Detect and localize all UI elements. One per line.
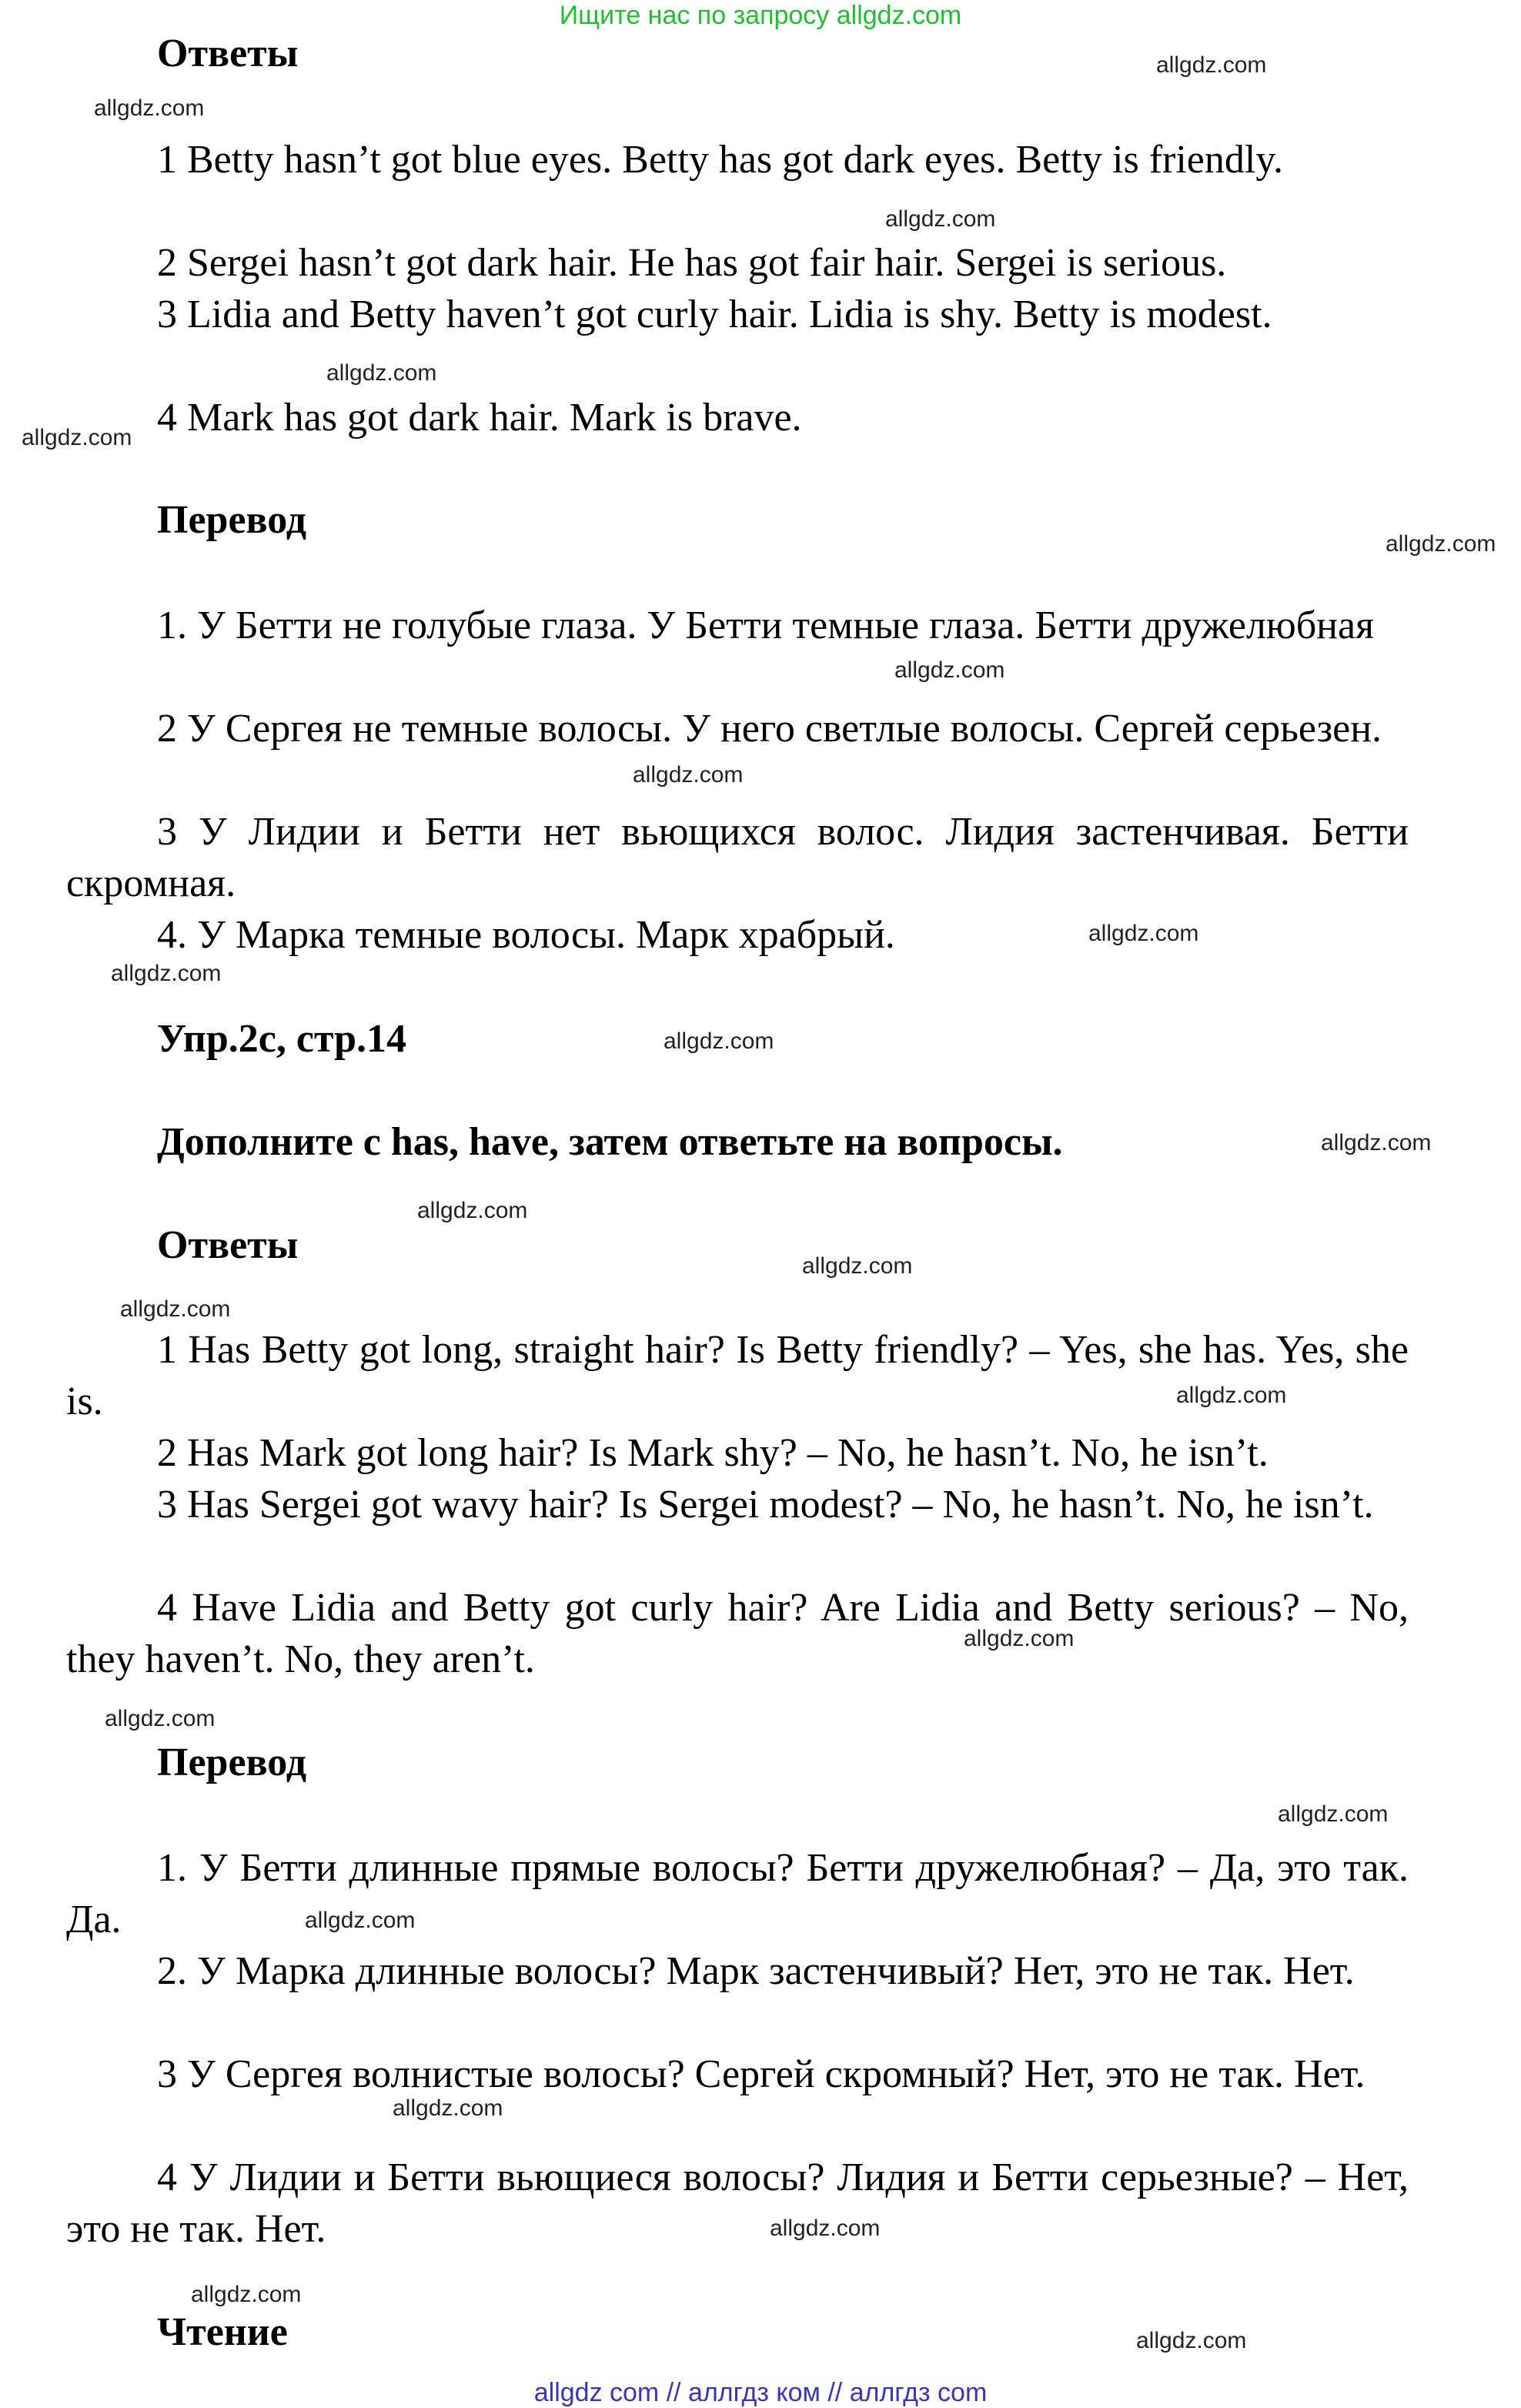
reading-heading: Чтение <box>157 2310 288 2354</box>
answer-2-4: 4 Have Lidia and Betty got curly hair? Are Lidia and Betty serious? – No, they haven’t. No, they aren’t. <box>66 1586 1409 1681</box>
translation-1-3: 3 У Лидии и Бетти нет вьющихся волос. Лидия застенчивая. Бетти скромная. <box>66 810 1409 905</box>
watermark: allgdz.com <box>1176 1383 1287 1408</box>
watermark: allgdz.com <box>1136 2328 1247 2353</box>
translation-2-2: 2. У Марка длинные волосы? Марк застенчивый? Нет, это не так. Нет. <box>157 1949 1355 1993</box>
answer-1-4: 4 Mark has got dark hair. Mark is brave. <box>157 396 802 440</box>
watermark: allgdz.com <box>964 1626 1075 1651</box>
answer-1-3: 3 Lidia and Betty haven’t got curly hair. Lidia is shy. Betty is modest. <box>157 293 1272 336</box>
watermark: allgdz.com <box>22 425 132 450</box>
watermark: allgdz.com <box>417 1198 528 1223</box>
watermark: allgdz.com <box>1321 1130 1432 1156</box>
answer-2-2: 2 Has Mark got long hair? Is Mark shy? – No, he hasn’t. No, he isn’t. <box>157 1431 1269 1475</box>
translation-2-4: 4 У Лидии и Бетти вьющиеся волосы? Лидия и Бетти серьезные? – Нет, это не так. Нет. <box>66 2155 1409 2251</box>
answer-1-2: 2 Sergei hasn’t got dark hair. He has got fair hair. Sergei is serious. <box>157 241 1227 285</box>
answer-1-1: 1 Betty hasn’t got blue eyes. Betty has got dark eyes. Betty is friendly. <box>157 138 1283 182</box>
translation-heading-2: Перевод <box>157 1741 307 1784</box>
answer-2-1: 1 Has Betty got long, straight hair? Is Betty friendly? – Yes, she has. Yes, she is. <box>66 1328 1409 1423</box>
watermark: allgdz.com <box>802 1253 913 1279</box>
exercise-title: Упр.2c, стр.14 <box>157 1017 407 1061</box>
watermark: allgdz.com <box>1278 1801 1389 1827</box>
watermark: allgdz.com <box>105 1706 216 1731</box>
watermark: allgdz.com <box>1156 52 1267 78</box>
bottom-banner[interactable]: allgdz com // аллгдз ком // аллгдз com <box>533 2378 988 2407</box>
answers-heading-1: Ответы <box>157 32 299 75</box>
translation-2-3: 3 У Сергея волнистые волосы? Сергей скромный? Нет, это не так. Нет. <box>157 2052 1366 2096</box>
watermark: allgdz.com <box>326 360 437 386</box>
answer-2-3: 3 Has Sergei got wavy hair? Is Sergei modest? – No, he hasn’t. No, he isn’t. <box>157 1483 1374 1527</box>
translation-2-1: 1. У Бетти длинные прямые волосы? Бетти дружелюбная? – Да, это так. Да. <box>66 1846 1409 1941</box>
watermark: allgdz.com <box>885 206 996 232</box>
watermark: allgdz.com <box>664 1028 774 1054</box>
watermark: allgdz.com <box>305 1908 416 1933</box>
answers-heading-2: Ответы <box>157 1223 299 1267</box>
watermark: allgdz.com <box>94 95 205 121</box>
watermark: allgdz.com <box>894 657 1005 683</box>
watermark: allgdz.com <box>1386 531 1496 557</box>
watermark: allgdz.com <box>1088 921 1199 946</box>
watermark: allgdz.com <box>770 2216 881 2241</box>
watermark: allgdz.com <box>120 1296 231 1322</box>
top-banner[interactable]: Ищите нас по запросу allgdz.com <box>559 1 962 30</box>
watermark: allgdz.com <box>111 961 222 986</box>
watermark: allgdz.com <box>393 2095 503 2121</box>
translation-heading-1: Перевод <box>157 498 307 542</box>
exercise-task: Дополните с has, have, затем ответьте на вопросы. <box>157 1120 1063 1164</box>
translation-1-2: 2 У Сергея не темные волосы. У него светлые волосы. Сергей серьезен. <box>157 707 1382 751</box>
translation-1-4: 4. У Марка темные волосы. Марк храбрый. <box>157 913 895 957</box>
watermark: allgdz.com <box>191 2282 302 2307</box>
translation-1-1: 1. У Бетти не голубые глаза. У Бетти темные глаза. Бетти дружелюбная <box>157 604 1374 647</box>
watermark: allgdz.com <box>633 762 744 788</box>
